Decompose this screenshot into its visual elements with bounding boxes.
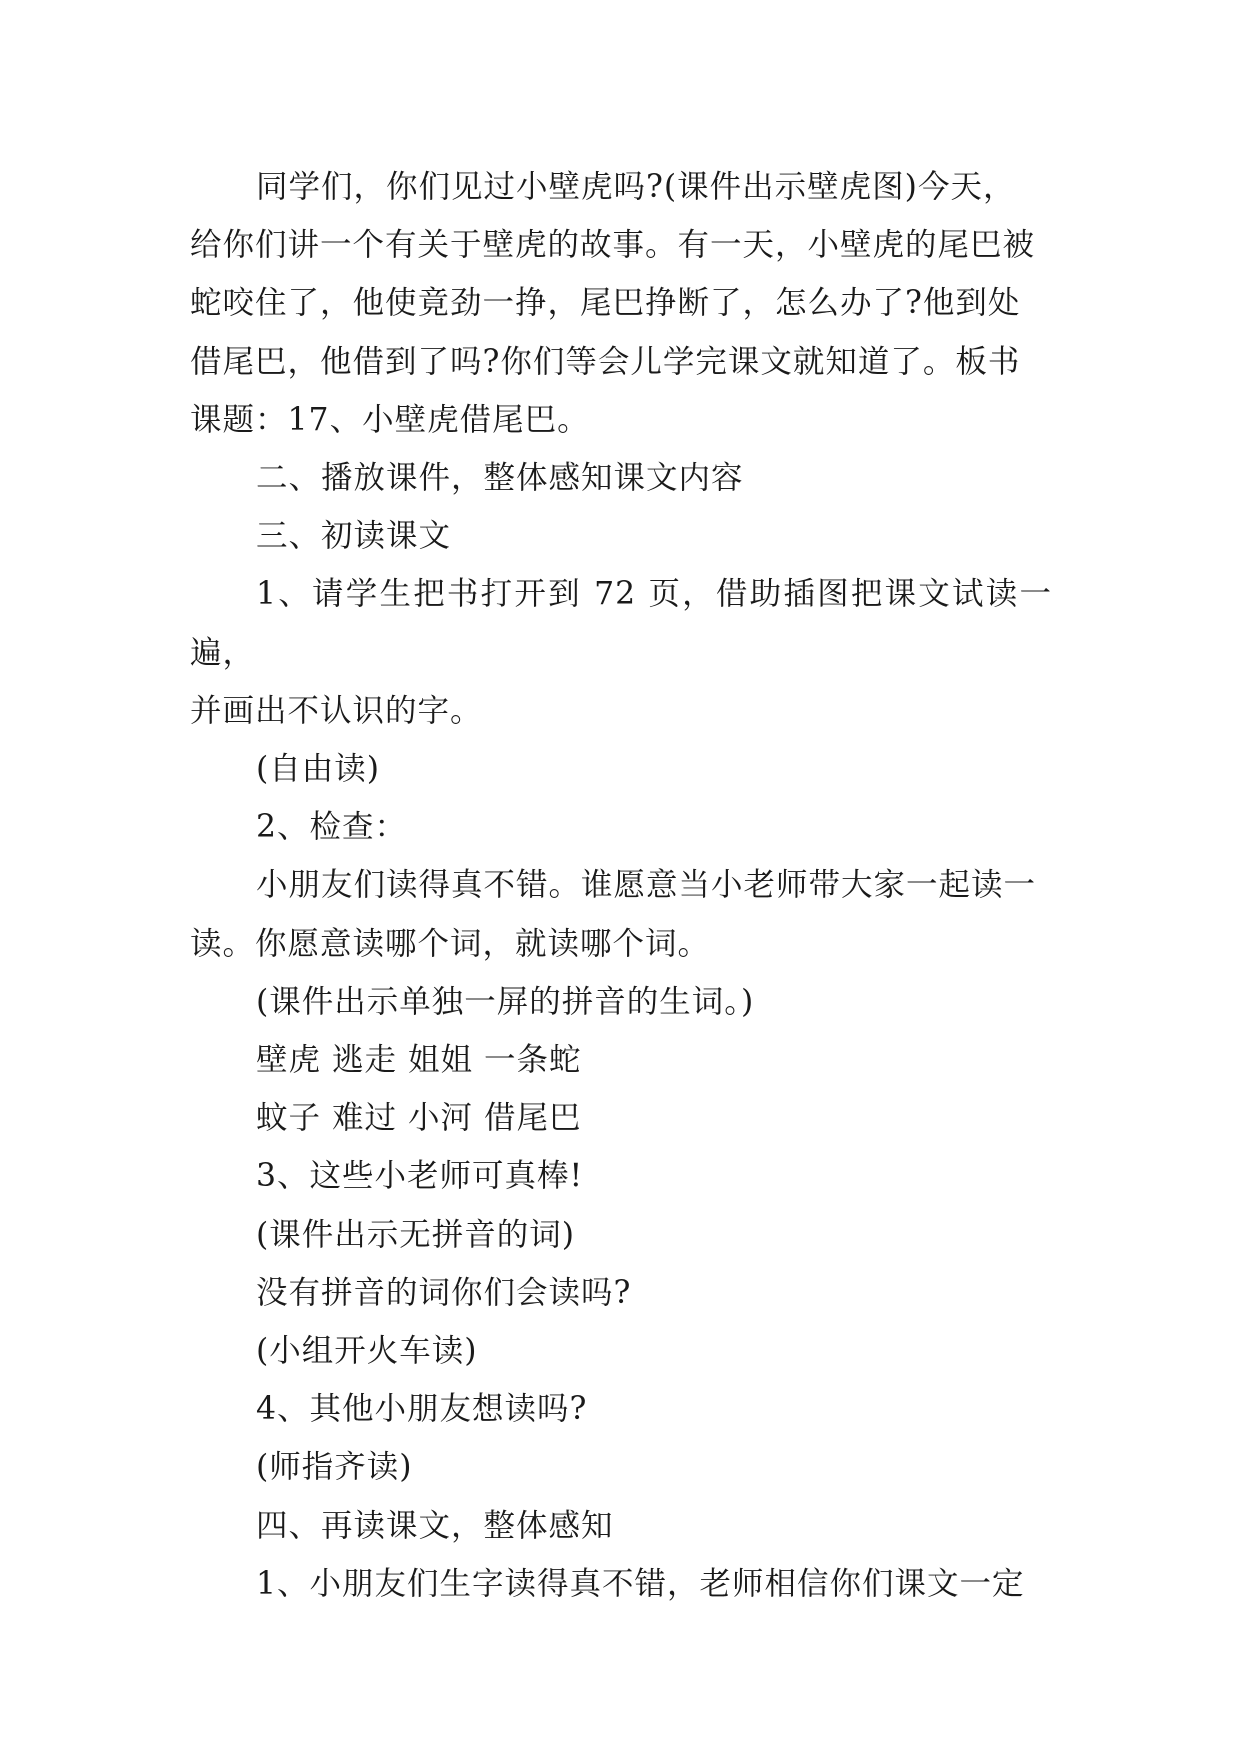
text-line: 没有拼音的词你们会读吗? [256, 1274, 632, 1311]
text-line: 4、其他小朋友想读吗? [256, 1391, 588, 1428]
paragraph [190, 1438, 1052, 1496]
text-line: 小朋友们读得真不错。谁愿意当小老师带大家一起读一 [256, 867, 1037, 904]
paragraph [190, 1322, 1052, 1380]
text-line: 二、播放课件，整体感知课文内容 [256, 460, 744, 497]
text-line: 2、检查： [256, 809, 408, 846]
text-line: 同学们，你们见过小壁虎吗?(课件出示壁虎图)今天， [256, 169, 1016, 205]
paragraph [190, 798, 1052, 856]
word-list [190, 1089, 1052, 1147]
section-heading [190, 1497, 1052, 1555]
text-line: (自由读) [256, 751, 381, 788]
text-line: 课题：17、小壁虎借尾巴。 [190, 401, 590, 438]
text-line: (课件出示无拼音的词) [256, 1216, 576, 1253]
paragraph [190, 565, 1052, 740]
text-line: 蚊子 难过 小河 借尾巴 [256, 1100, 582, 1137]
section-heading [190, 507, 1052, 565]
text-line: 壁虎 逃走 姐姐 一条蛇 [256, 1042, 582, 1079]
text-line: 1、小朋友们生字读得真不错，老师相信你们课文一定 [256, 1565, 1025, 1602]
section-heading [190, 449, 1052, 507]
text-line: 四、再读课文，整体感知 [256, 1507, 614, 1544]
paragraph [190, 1147, 1052, 1205]
text-line: (师指齐读) [256, 1449, 413, 1486]
text-line: 给你们讲一个有关于壁虎的故事。有一天，小壁虎的尾巴被 [190, 227, 1036, 264]
text-line: 借尾巴，他借到了吗?你们等会儿学完课文就知道了。板书 [190, 343, 1021, 380]
text-line: 并画出不认识的字。 [190, 692, 483, 729]
paragraph [190, 1264, 1052, 1322]
paragraph [190, 1206, 1052, 1264]
text-line: 读。你愿意读哪个词，就读哪个词。 [190, 925, 711, 962]
text-line: 3、这些小老师可真棒! [256, 1158, 584, 1195]
paragraph [190, 1555, 1052, 1613]
paragraph [190, 158, 1052, 449]
paragraph [190, 740, 1052, 798]
text-line: 蛇咬住了，他使竟劲一挣，尾巴挣断了，怎么办了?他到处 [190, 285, 1021, 322]
text-line: 1、请学生把书打开到 72 页，借助插图把课文试读一遍， [190, 576, 1052, 671]
document-body [190, 158, 1052, 1613]
paragraph [190, 973, 1052, 1031]
paragraph [190, 1380, 1052, 1438]
word-list [190, 1031, 1052, 1089]
text-line: 三、初读课文 [256, 518, 452, 555]
paragraph [190, 856, 1052, 972]
text-line: (小组开火车读) [256, 1333, 478, 1370]
text-line: (课件出示单独一屏的拼音的生词。) [256, 983, 755, 1020]
